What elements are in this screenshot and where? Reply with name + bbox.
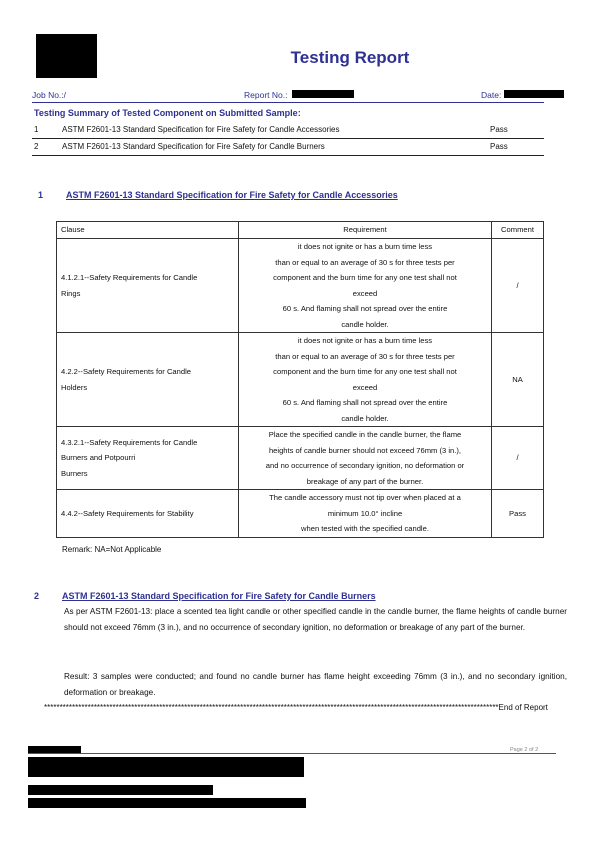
column-header-clause: Clause (57, 222, 239, 239)
requirement-line: than or equal to an average of 30 s for three tests per (275, 351, 455, 361)
clause-cell (57, 333, 239, 427)
redacted-report-no (292, 90, 354, 98)
requirement-line: it does not ignite or has a burn time less (297, 242, 433, 251)
requirement-line: candle holder. (341, 319, 389, 329)
summary-divider (32, 138, 544, 139)
requirement-line: than or equal to an average of 30 s for three tests per (275, 257, 455, 267)
redacted-footer-tag (28, 746, 81, 753)
clause-line: 4.1.2.1--Safety Requirements for Candle (61, 273, 198, 282)
section-2-paragraph: As per ASTM F2601-13: place a scented tea light candle or other specified candle in the candle burner, the flame heights of candle burner should not exceed 76mm (3 in.), and no occurrence of secondary ignition, no deformation or breakage of any part of the burner. (64, 607, 567, 633)
page-title: Testing Report (290, 48, 410, 67)
summary-heading: Testing Summary of Tested Component on Submitted Sample: (34, 108, 301, 118)
summary-row-desc: ASTM F2601-13 Standard Specification for Fire Safety for Candle Burners (62, 142, 325, 151)
job-no-label: Job No.:/ (32, 90, 67, 100)
requirement-line: when tested with the specified candle. (301, 524, 429, 533)
clause-line: Burners (61, 468, 88, 478)
requirement-line: exceed (352, 382, 378, 392)
redacted-footer-line (28, 798, 306, 808)
clause-line: 4.3.2.1--Safety Requirements for Candle (61, 437, 198, 447)
date-label: Date: (481, 90, 502, 100)
requirement-cell (239, 427, 492, 490)
clause-table (56, 221, 544, 538)
comment-cell: Pass (492, 490, 544, 538)
requirement-line: minimum 10.0° incline (327, 508, 403, 518)
requirement-cell (239, 490, 492, 538)
clause-line: Burners and Potpourri (61, 453, 136, 463)
requirement-line: Place the specified candle in the candle burner, the flame (268, 430, 462, 439)
comment-cell: / (492, 239, 544, 333)
table-row (57, 427, 544, 490)
redacted-footer-block (28, 757, 304, 777)
requirement-line: candle holder. (341, 413, 389, 423)
clause-line: 4.4.2--Safety Requirements for Stability (61, 508, 194, 518)
remark-note: Remark: NA=Not Applicable (62, 545, 162, 554)
end-of-report: **************************************************************************************************************************************************End of Report (44, 703, 548, 712)
requirement-line: component and the burn time for any one test shall not (273, 367, 457, 376)
summary-divider (32, 155, 544, 156)
table-row (57, 333, 544, 427)
summary-row-result: Pass (490, 125, 508, 134)
table-row (57, 239, 544, 333)
section-2-result: Result: 3 samples were conducted; and found no candle burner has flame height exceeding 76mm (3 in.), and no secondary ignition, deformation or breakage. (64, 672, 567, 698)
summary-row-result: Pass (490, 142, 508, 151)
comment-cell: / (492, 427, 544, 490)
table-row (57, 490, 544, 538)
redacted-date (504, 90, 564, 98)
comment-cell: NA (492, 333, 544, 427)
footer-divider (28, 753, 556, 754)
requirement-line: The candle accessory must not tip over when placed at a (269, 493, 461, 502)
requirement-cell (239, 239, 492, 333)
requirement-line: 60 s. And flaming shall not spread over the entire (282, 398, 448, 407)
column-header-requirement: Requirement (239, 222, 492, 239)
section-2-number: 2 (34, 591, 40, 601)
clause-cell (57, 490, 239, 538)
header-divider (32, 102, 544, 103)
report-no-label: Report No.: (244, 90, 288, 100)
clause-cell (57, 427, 239, 490)
clause-line: Rings (61, 288, 81, 298)
page-number: Page 2 of 2 (510, 747, 539, 753)
requirement-line: breakage of any part of the burner. (306, 476, 424, 486)
section-1-title: ASTM F2601-13 Standard Specification for Fire Safety for Candle Accessories (66, 190, 398, 200)
column-header-comment: Comment (492, 222, 544, 239)
summary-row-num: 2 (34, 142, 39, 151)
summary-row-num: 1 (34, 125, 39, 134)
requirement-line: heights of candle burner should not exceed 76mm (3 in.), (268, 445, 462, 455)
requirement-line: 60 s. And flaming shall not spread over the entire (282, 304, 448, 313)
redacted-footer-line (28, 785, 213, 795)
section-1-number: 1 (38, 190, 44, 200)
summary-row-desc: ASTM F2601-13 Standard Specification for Fire Safety for Candle Accessories (62, 125, 340, 134)
clause-line: Holders (61, 382, 88, 392)
clause-line: 4.2.2--Safety Requirements for Candle (61, 367, 192, 376)
clause-cell (57, 239, 239, 333)
table-header-row (57, 222, 544, 239)
requirement-line: component and the burn time for any one test shall not (273, 273, 457, 282)
requirement-line: and no occurrence of secondary ignition, no deformation or (265, 461, 465, 470)
requirement-line: exceed (352, 288, 378, 298)
requirement-cell (239, 333, 492, 427)
requirement-line: it does not ignite or has a burn time less (297, 336, 433, 345)
section-2-title: ASTM F2601-13 Standard Specification for Fire Safety for Candle Burners (62, 591, 376, 601)
